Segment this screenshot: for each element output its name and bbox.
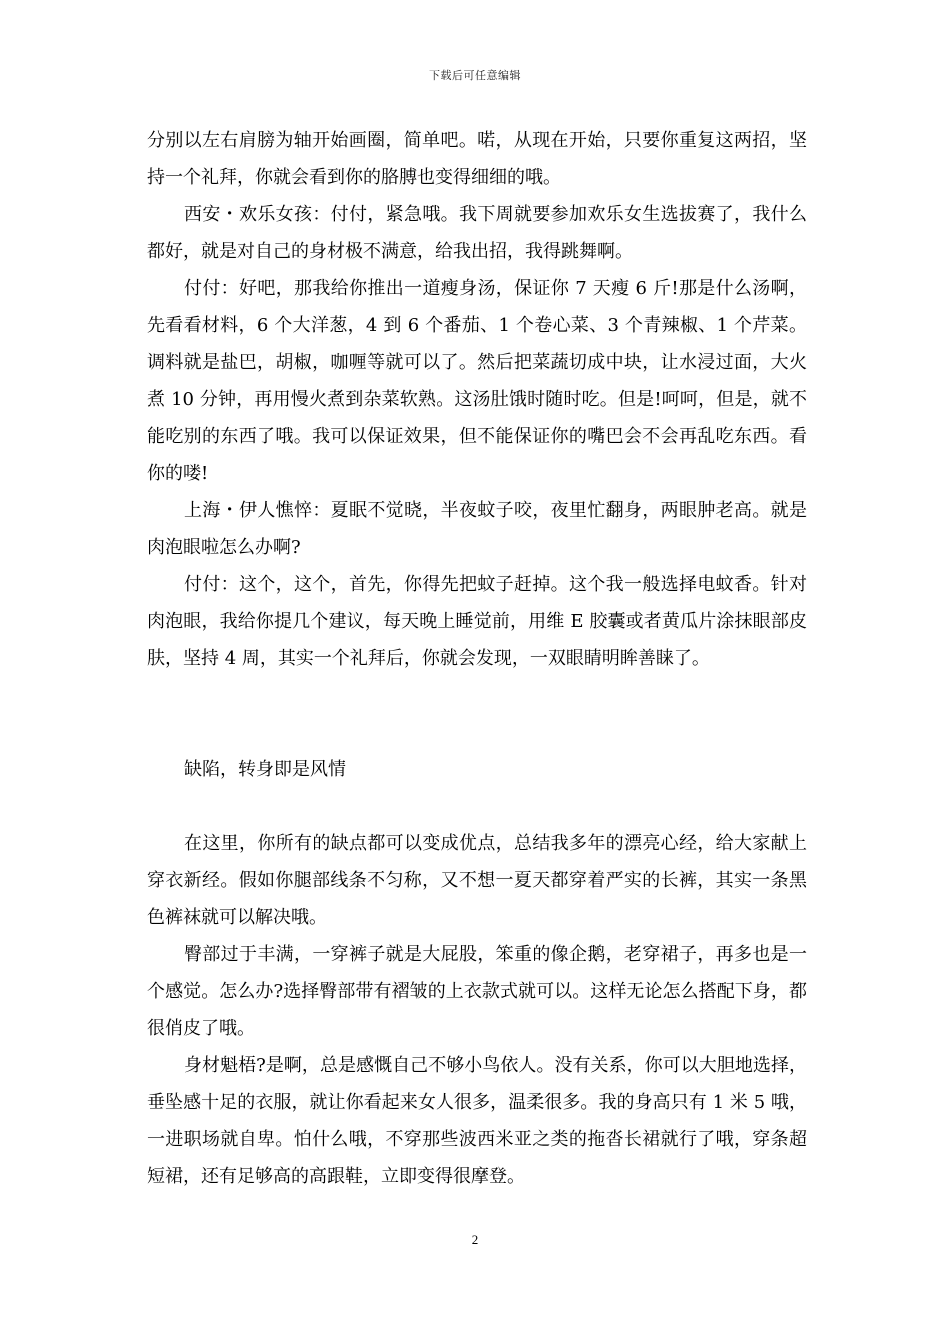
paragraph: 臀部过于丰满，一穿裤子就是大屁股，笨重的像企鹅，老穿裙子，再多也是一个感觉。怎么办?选择臀部带有褶皱的上衣款式就可以。这样无论怎么搭配下身，都很俏皮了哦。 bbox=[147, 944, 807, 1039]
paragraph: 付付：这个，这个，首先，你得先把蚊子赶掉。这个我一般选择电蚊香。针对肉泡眼，我给你提几个建议，每天晚上睡觉前，用维 E 胶囊或者黄瓜片涂抹眼部皮肤，坚持 4 周，其实一个礼拜后，你就会发现，一双眼睛明眸善睐了。 bbox=[147, 574, 807, 669]
section-title: 缺陷，转身即是风情 bbox=[184, 759, 346, 780]
page-number: 2 bbox=[471, 1232, 479, 1247]
paragraph: 付付：好吧，那我给你推出一道瘦身汤，保证你 7 天瘦 6 斤!那是什么汤啊，先看看材料，6 个大洋葱，4 到 6 个番茄、1 个卷心菜、3 个青辣椒、1 个芹菜。调料就是盐巴，胡椒，咖喱等就可以了。然后把菜蔬切成中块，让水浸过面，大火煮 10 分钟，再用慢火煮到杂菜软熟。这汤肚饿时随时吃。但是!呵呵，但是，就不能吃别的东西了哦。我可以保证效果，但不能保证你的嘴巴会不会再乱吃东西。看你的喽! bbox=[147, 278, 807, 484]
paragraph: 身材魁梧?是啊，总是感慨自己不够小鸟依人。没有关系，你可以大胆地选择，垂坠感十足的衣服，就让你看起来女人很多，温柔很多。我的身高只有 1 米 5 哦，一进职场就自卑。怕什么哦，不穿那些波西米亚之类的拖沓长裙就行了哦，穿条超短裙，还有足够高的高跟鞋，立即变得很摩登。 bbox=[147, 1055, 807, 1187]
spacer bbox=[147, 677, 807, 751]
paragraph: 上海・伊人憔悴：夏眠不觉晓，半夜蚊子咬，夜里忙翻身，两眼肿老高。就是肉泡眼啦怎么办啊? bbox=[147, 500, 807, 558]
paragraph: 分别以左右肩膀为轴开始画圈，简单吧。喏，从现在开始，只要你重复这两招，坚持一个礼拜，你就会看到你的胳膊也变得细细的哦。 bbox=[147, 130, 807, 188]
paragraph: 在这里，你所有的缺点都可以变成优点，总结我多年的漂亮心经，给大家献上穿衣新经。假如你腿部线条不匀称，又不想一夏天都穿着严实的长裤，其实一条黑色裤袜就可以解决哦。 bbox=[147, 833, 807, 928]
spacer bbox=[147, 788, 807, 825]
paragraph: 西安・欢乐女孩：付付，紧急哦。我下周就要参加欢乐女生选拔赛了，我什么都好，就是对自己的身材极不满意，给我出招，我得跳舞啊。 bbox=[147, 204, 807, 262]
page-header: 下载后可任意编辑 bbox=[429, 69, 521, 82]
document-body bbox=[147, 122, 807, 1195]
